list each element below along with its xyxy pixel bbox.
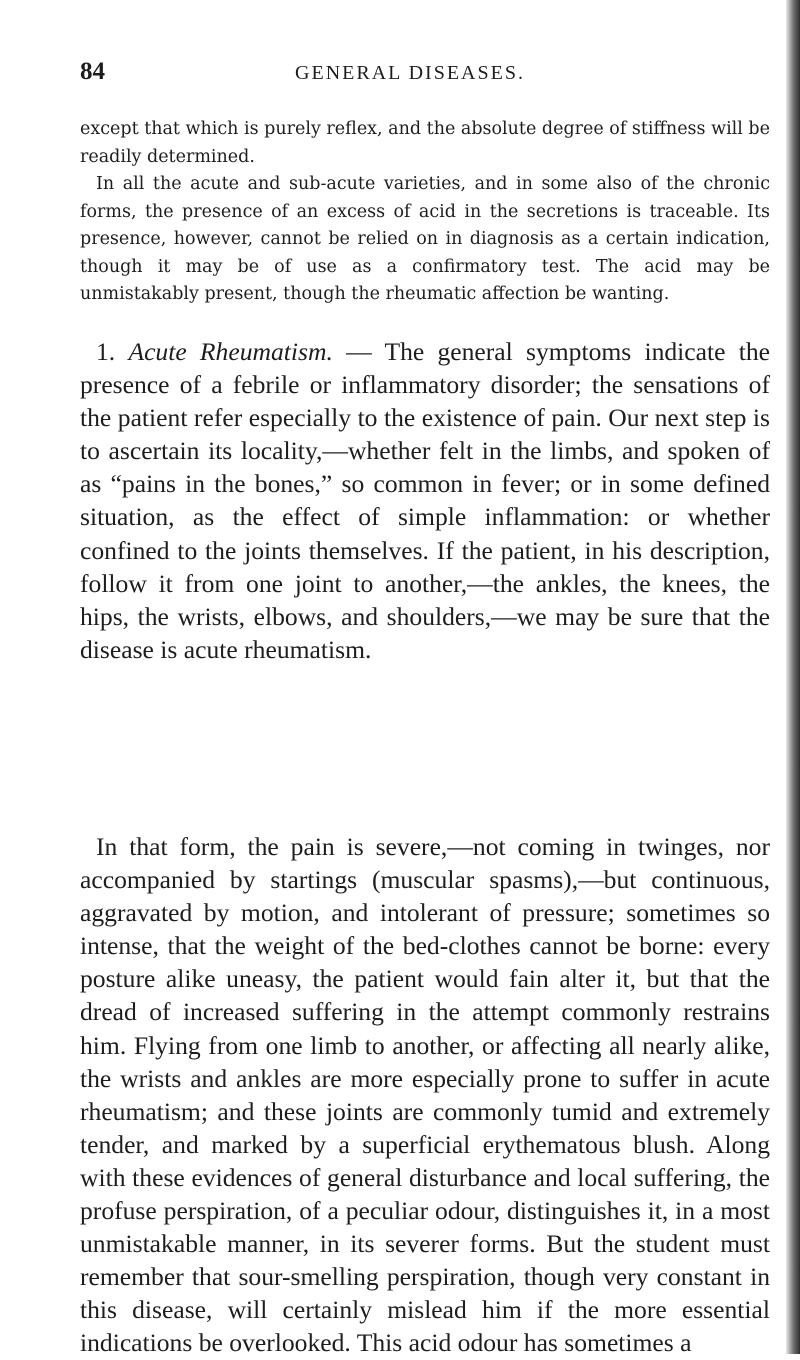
paragraph-acute-rheumatism: [80, 335, 770, 666]
page-number: 84: [80, 58, 105, 85]
paragraph-pain-description: In that form, the pain is severe,—not coming in twinges, nor accompanied by startings (muscular spasms),—but continuous, aggravated by motion, and intolerant of pressure; sometimes so intense, that the weight of the bed-clothes cannot be borne: every posture alike uneasy, the patient would fain alter it, but that the dread of increased suffering in the attempt commonly restrains him. Flying from one limb to another, or affecting all nearly alike, the wrists and ankles are more especially prone to suffer in acute rheumatism; and these joints are commonly tumid and extremely tender, and marked by a superficial erythematous blush. Along with these evidences of general disturbance and local suffering, the profuse perspiration, of a peculiar odour, distinguishes it, in a most unmistakable manner, in its severer forms. But the student must remember that sour-smelling perspiration, though very constant in this disease, will certainly mislead him if the more essential indications be overlooked. This acid odour has sometimes a: [80, 832, 770, 1358]
section-heading: Acute Rheumatism.: [128, 337, 333, 366]
section-number: 1.: [96, 337, 116, 366]
running-title: GENERAL DISEASES.: [295, 62, 525, 84]
section-body: — The general symptoms indicate the presence of a febrile or inflammatory disorder; the sensations of the patient refer especially to the existence of pain. Our next step is to ascertain its locality,—whether felt in the limbs, and spoken of as “pains in the bones,” so common in fever; or in some defined situation, as the effect of simple inflammation: or whether confined to the joints themselves. If the patient, in his description, follow it from one joint to another,—the ankles, the knees, the hips, the wrists, elbows, and shoulders,—we may be sure that the disease is acute rheumatism.: [80, 337, 770, 664]
running-head: [80, 58, 740, 90]
page-edge-shadow: [786, 0, 800, 1354]
paragraph-acid-secretions: In all the acute and sub-acute varieties, and in some also of the chronic forms, the presence of an excess of acid in the secretions is traceable. Its presence, however, cannot be relied on in diagnosis as a certain indication, though it may be of use as a confirmatory test. The acid may be unmistakably present, though the rheumatic affection be wanting.: [80, 174, 770, 305]
paragraph-continuation: except that which is purely reflex, and the absolute degree of stiffness will be readily determined.: [80, 119, 770, 167]
